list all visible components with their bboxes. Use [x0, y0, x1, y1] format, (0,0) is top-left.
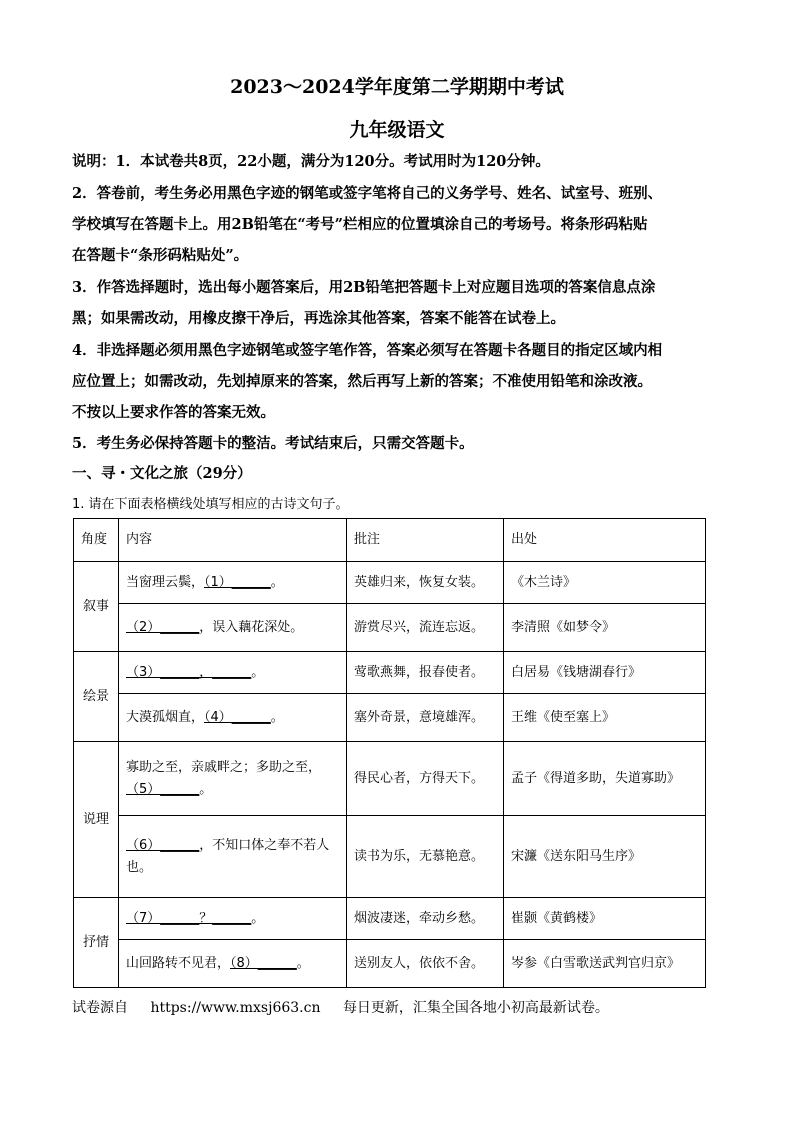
source-cell: 李清照《如梦令》: [504, 604, 706, 652]
content-cell: （6）______，不知口体之奉不若人也。: [119, 816, 347, 898]
table-row: [74, 652, 706, 694]
source-cell: 孟子《得道多助，失道寡助》: [504, 742, 706, 816]
fill-blank: （3）______，______: [126, 664, 252, 680]
table-row: [74, 898, 706, 940]
note-cell: 塞外奇景，意境雄浑。: [347, 694, 504, 742]
exam-subject: 九年级语文: [349, 119, 445, 141]
content-cell: 大漠孤烟直，（4）______。: [119, 694, 347, 742]
note-cell: 英雄归来，恢复女装。: [347, 562, 504, 604]
content-cell: 山回路转不见君，（8）______。: [119, 940, 347, 988]
note-cell: 读书为乐，无慕艳意。: [347, 816, 504, 898]
table-row: [74, 816, 706, 898]
exam-title: 2023～2024学年度第二学期期中考试: [230, 76, 564, 98]
table-header-row: [74, 519, 706, 562]
source-cell: 白居易《钱塘湖春行》: [504, 652, 706, 694]
note-cell: 得民心者，方得天下。: [347, 742, 504, 816]
table-row: [74, 604, 706, 652]
content-cell: （2）______，误入藕花深处。: [119, 604, 347, 652]
note-cell: 莺歌燕舞，报春使者。: [347, 652, 504, 694]
instruction-line: 学校填写在答题卡上。用2B铅笔在“考号”栏相应的位置填涂自己的考场号。将条形码粘贴: [72, 216, 648, 233]
note-cell: 送别友人，依依不舍。: [347, 940, 504, 988]
instruction-line: 应位置上；如需改动，先划掉原来的答案，然后再写上新的答案；不准使用铅笔和涂改液。: [72, 373, 652, 390]
fill-blank: （2）______: [126, 619, 200, 635]
source-cell: 宋濂《送东阳马生序》: [504, 816, 706, 898]
instruction-line: 4．非选择题必须用黑色字迹钢笔或签字笔作答，答案必须写在答题卡各题目的指定区域内相: [72, 342, 663, 359]
header-content: 内容: [119, 519, 347, 562]
fill-blank: （6）______: [126, 837, 200, 853]
footer-url-link[interactable]: https://www.mxsj663.cn: [150, 1000, 321, 1016]
content-cell: 当窗理云鬓，（1）______。: [119, 562, 347, 604]
note-cell: 烟波凄迷，牵动乡愁。: [347, 898, 504, 940]
category-cell: 说理: [74, 742, 119, 898]
instruction-line: 说明：1．本试卷共8页，22小题，满分为120分。考试用时为120分钟。: [72, 153, 550, 170]
poem-table: [73, 518, 706, 988]
table-row: [74, 562, 706, 604]
content-cell: （3）______，______。: [119, 652, 347, 694]
instruction-line: 5．考生务必保持答题卡的整洁。考试结束后，只需交答题卡。: [72, 435, 474, 452]
source-cell: 岑参《白雪歌送武判官归京》: [504, 940, 706, 988]
fill-blank: （4）______: [204, 709, 271, 725]
table-row: [74, 694, 706, 742]
note-cell: 游赏尽兴，流连忘返。: [347, 604, 504, 652]
category-cell: 绘景: [74, 652, 119, 742]
content-cell: （7）______？______。: [119, 898, 347, 940]
instruction-line: 3．作答选择题时，选出每小题答案后，用2B铅笔把答题卡上对应题目选项的答案信息点涂: [72, 279, 656, 296]
instruction-line: 2．答卷前，考生务必用黑色字迹的钢笔或签字笔将自己的义务学号、姓名、试室号、班别、: [72, 185, 663, 202]
footer-label: 试卷源自: [72, 1000, 128, 1016]
instruction-line: 在答题卡“条形码粘贴处”。: [72, 247, 249, 264]
table-row: [74, 742, 706, 816]
header-note: 批注: [347, 519, 504, 562]
category-cell: 抒情: [74, 898, 119, 988]
table-row: [74, 940, 706, 988]
footer-slogan: 每日更新，汇集全国各地小初高最新试卷。: [342, 1000, 609, 1016]
section-heading: 一、寻・文化之旅（29分）: [72, 465, 252, 482]
fill-blank: （1）______: [204, 574, 271, 590]
question-1-prompt: 1. 请在下面表格横线处填写相应的古诗文句子。: [72, 497, 349, 512]
instruction-line: 黑；如果需改动，用橡皮擦干净后，再选涂其他答案，答案不能答在试卷上。: [72, 310, 565, 327]
source-cell: 崔颢《黄鹤楼》: [504, 898, 706, 940]
source-cell: 王维《使至塞上》: [504, 694, 706, 742]
fill-blank: （7）______？______: [126, 910, 252, 926]
category-cell: 叙事: [74, 562, 119, 652]
header-source: 出处: [504, 519, 706, 562]
source-cell: 《木兰诗》: [504, 562, 706, 604]
header-angle: 角度: [74, 519, 119, 562]
fill-blank: （8）______: [230, 955, 297, 971]
fill-blank: （5）______: [126, 781, 200, 797]
footer: [72, 997, 627, 1017]
content-cell: 寡助之至，亲戚畔之；多助之至，（5）______。: [119, 742, 347, 816]
instruction-line: 不按以上要求作答的答案无效。: [72, 404, 275, 421]
